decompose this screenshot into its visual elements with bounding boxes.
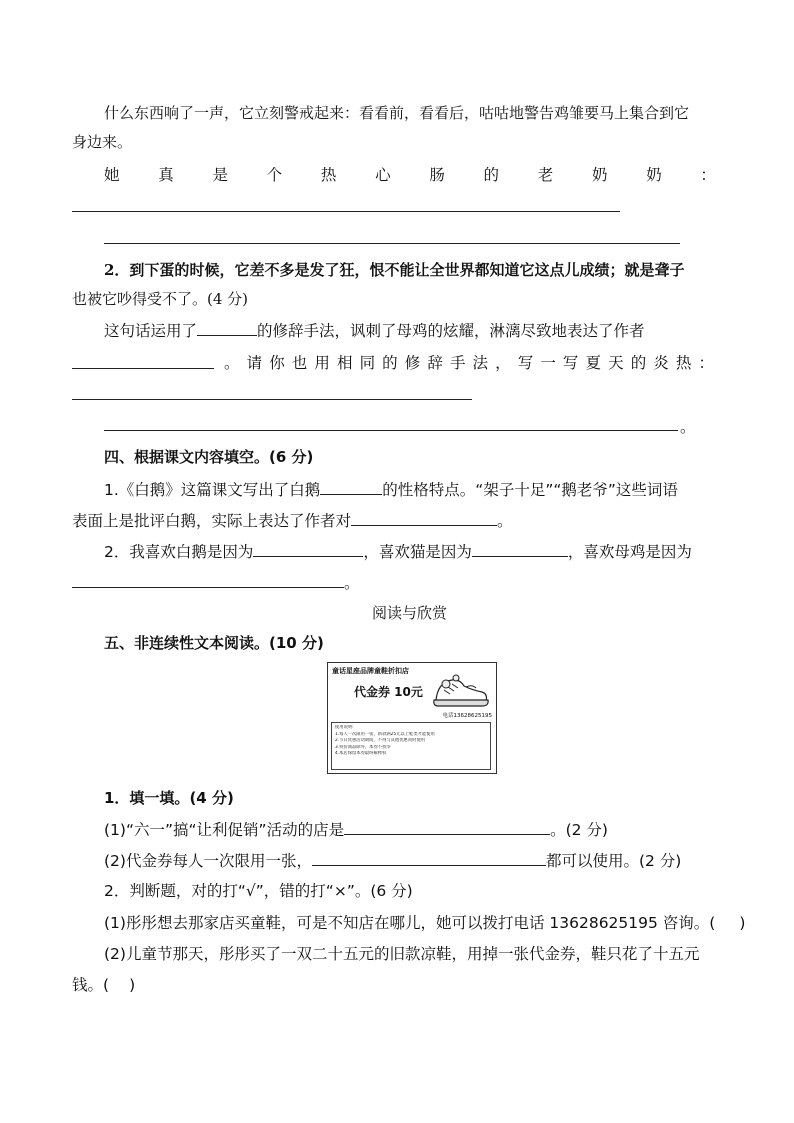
end-mark: 。 (680, 418, 696, 436)
spread-char: 炎 (653, 354, 669, 372)
spread-char: 的 (382, 354, 398, 372)
spread-char: 心 (375, 166, 391, 184)
text: 的修辞手法，讽刺了母鸡的炫耀，淋漓尽致地表达了作者 (257, 322, 645, 340)
blank[interactable] (320, 479, 382, 495)
coupon-image (327, 662, 497, 774)
answer-line[interactable] (104, 243, 680, 244)
spread-char: 你 (269, 354, 285, 372)
spread-char: 写 (517, 354, 534, 372)
blank[interactable] (197, 320, 257, 336)
answer-line[interactable] (72, 399, 472, 400)
shoe-icon (432, 670, 490, 710)
coupon-rules-title: 使用说明: (335, 725, 354, 730)
section-5-heading: 五、非连续性文本阅读。(10 分) (104, 634, 324, 652)
spread-char: 法 (472, 354, 489, 372)
text: 。(2 分) (550, 821, 608, 839)
text: (1)“六一”搞“让利促销”活动的店是 (104, 821, 345, 839)
coupon-shop-name: 童话星座品牌童鞋折扣店 (332, 667, 409, 675)
spread-char: 是 (212, 166, 228, 184)
section-5-q1-2 (104, 850, 681, 871)
spread-char: ： (698, 354, 714, 372)
spread-char: 的 (630, 354, 647, 372)
text: 。 (497, 512, 513, 530)
blank[interactable] (253, 541, 363, 557)
text: 表面上是批评白鹅，实际上表达了作者对 (72, 512, 352, 530)
blank[interactable] (351, 510, 497, 526)
spread-char: 的 (483, 166, 500, 184)
reading-title: 阅读与欣赏 (372, 604, 448, 622)
coupon-rule: 2.节日优惠活动期间，不得与其他优惠同时使用 (335, 738, 426, 744)
spread-char: 肠 (429, 166, 445, 184)
passage-line-1: 什么东西响了一声，它立刻警戒起来：看看前，看看后，咕咕地警告鸡雏要马上集合到它 (104, 104, 690, 122)
spread-char: 奶 (591, 166, 608, 184)
text: (1)彤彤想去那家店买童鞋，可是不知店在哪儿，她可以拨打电话 13628625195 咨询。( (104, 914, 716, 932)
spread-char: 天 (608, 354, 624, 372)
blank[interactable] (72, 572, 344, 588)
blank[interactable] (344, 819, 550, 835)
coupon-phone: 电话13628625195 (442, 713, 492, 719)
question-2-spread (224, 353, 714, 373)
text: 的性格特点。“架子十足”“鹅老爷”这些词语 (382, 481, 678, 499)
coupon-rules (331, 722, 491, 770)
question-2-line-1: 2．到下蛋的时候，它差不多是发了狂，恨不能让全世界都知道它这点儿成绩；就是聋子 (104, 261, 685, 279)
section-5-q2-heading: 2．判断题，对的打“√”，错的打“×”。(6 分) (104, 882, 413, 900)
spread-char: 一 (540, 354, 556, 372)
passage-line-2: 身边来。 (72, 133, 133, 151)
passage-spread-line (104, 165, 716, 185)
spread-char: ， (495, 354, 511, 372)
section-4-heading: 四、根据课文内容填空。(6 分) (104, 448, 314, 466)
spread-char: 老 (537, 166, 554, 184)
spread-char: 用 (314, 354, 330, 372)
spread-char: 请 (246, 354, 263, 372)
section-4-q2-line-2 (72, 572, 360, 593)
blank[interactable] (472, 541, 568, 557)
text: ，喜欢母鸡是因为 (567, 543, 692, 561)
spread-char: 修 (404, 354, 421, 372)
spread-char: 辞 (427, 354, 443, 372)
question-2-line-2: 也被它吵得受不了。(4 分) (72, 290, 249, 308)
section-4-q1-line-1 (104, 479, 678, 500)
section-4-q1-line-2 (72, 510, 513, 531)
text: 都可以使用。(2 分) (545, 852, 682, 870)
section-5-q2-2-line-2 (72, 975, 135, 995)
text: 1.《白鹅》这篇课文写出了白鹅 (104, 481, 321, 499)
coupon-rule: 1.每人一次限用一张，新款满25元以上鞋类才能使用 (335, 731, 435, 737)
blank[interactable] (312, 850, 546, 866)
spread-char: 真 (158, 166, 174, 184)
section-5-q1-heading: 1．填一填。(4 分) (104, 789, 234, 807)
spread-char: 热 (320, 166, 337, 184)
spread-char: 奶 (646, 166, 662, 184)
answer-line[interactable] (104, 430, 678, 431)
answer-line[interactable] (72, 211, 620, 212)
spread-char: 。 (224, 354, 240, 372)
text: (2)代金券每人一次限用一张， (104, 852, 312, 870)
section-5-q2-1 (104, 913, 745, 933)
text: ) (739, 914, 746, 932)
section-5-q2-2-line-1: (2)儿童节那天，彤彤买了一双二十五元的旧款凉鞋，用掉一张代金券，鞋只花了十五元 (104, 945, 700, 963)
spread-char: 同 (359, 354, 376, 372)
spread-char: 个 (266, 166, 283, 184)
text: 2．我喜欢白鹅是因为 (104, 543, 254, 561)
spread-char: 相 (336, 354, 353, 372)
coupon-rule: 4.本店保留本券最终解释权 (335, 751, 387, 757)
text: 钱。( (72, 976, 110, 994)
text: 。 (344, 574, 360, 592)
section-4-q2-line-1 (104, 541, 692, 562)
spread-char: ： (700, 166, 716, 184)
text: ) (129, 976, 136, 994)
question-2-fill-a (104, 320, 645, 341)
text: ，喜欢猫是因为 (363, 543, 472, 561)
coupon-value: 代金券 10元 (354, 685, 423, 699)
coupon-rule: 3.特价商品除外，本券不找零 (335, 744, 391, 750)
spread-char: 她 (104, 166, 120, 184)
question-2-fill-b (72, 353, 716, 374)
spread-char: 手 (449, 354, 466, 372)
spread-char: 热 (675, 354, 692, 372)
spread-char: 夏 (585, 354, 602, 372)
text: 这句话运用了 (104, 322, 198, 340)
spread-char: 也 (291, 354, 308, 372)
spread-char: 写 (562, 354, 579, 372)
section-5-q1-1 (104, 819, 608, 840)
blank[interactable] (72, 353, 214, 369)
